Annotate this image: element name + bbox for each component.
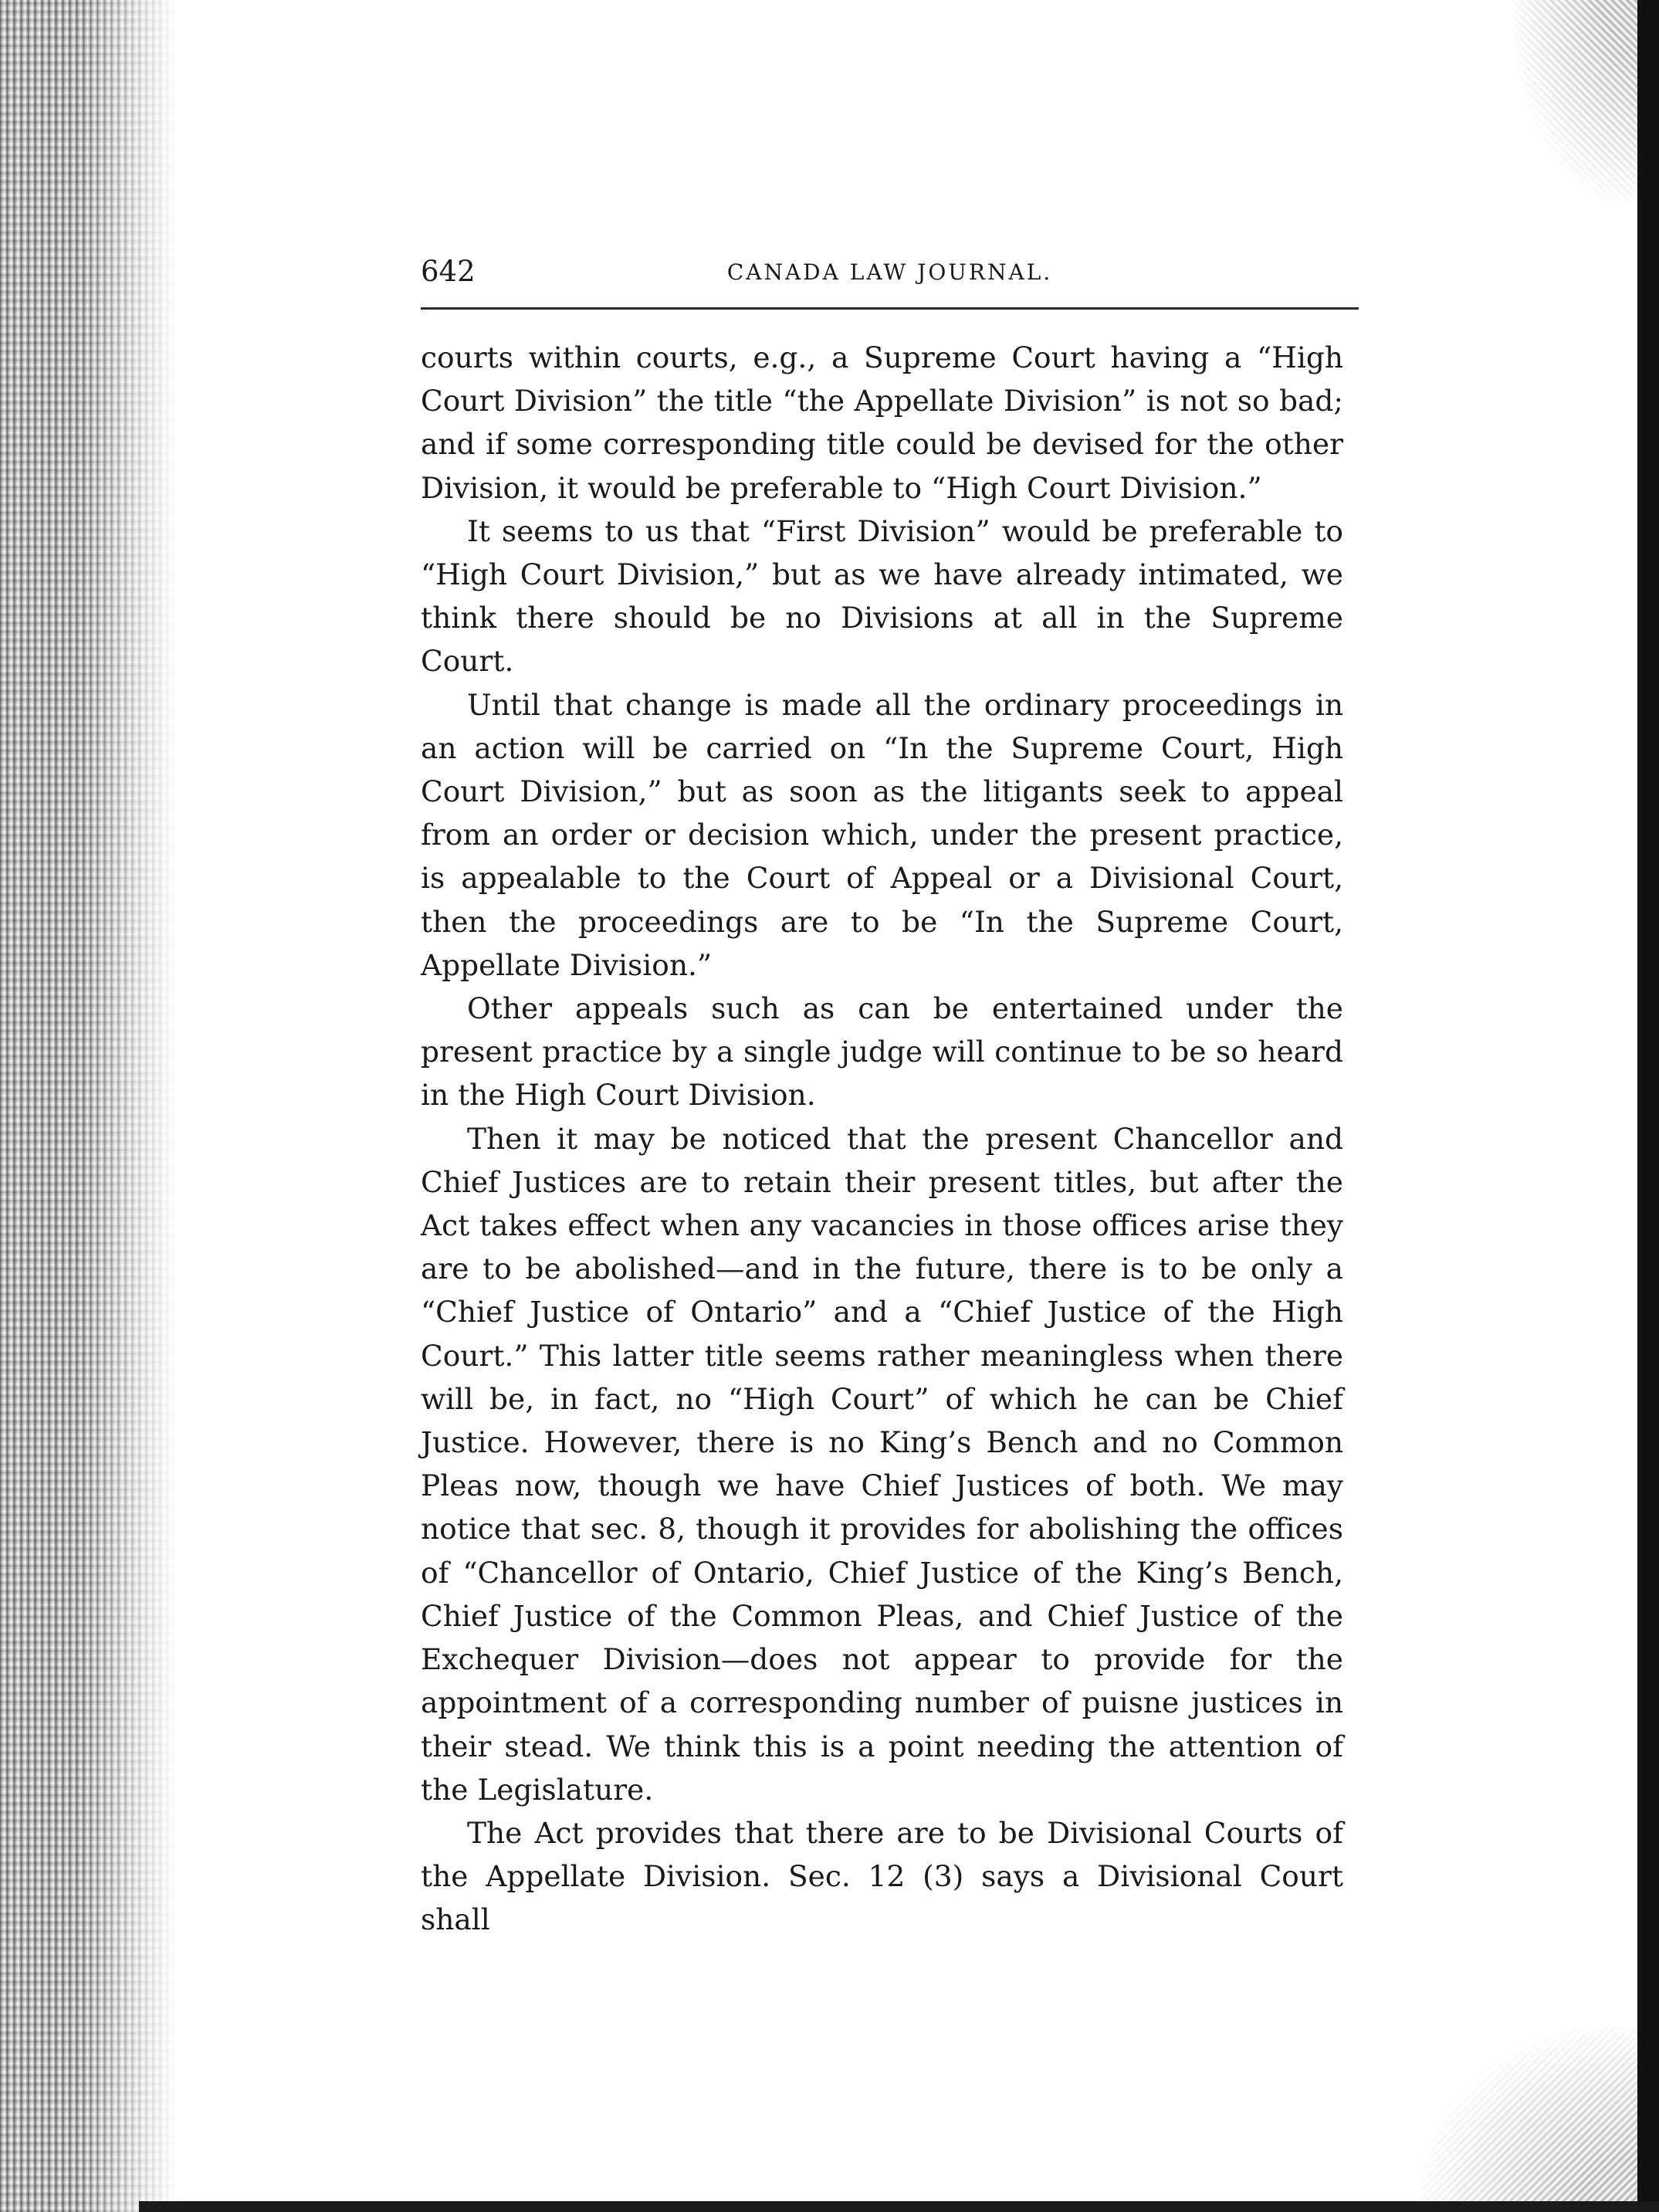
article-body: [421, 336, 1343, 1942]
scan-speckle-bottom-right: [1421, 2027, 1637, 2212]
journal-title: CANADA LAW JOURNAL.: [726, 259, 1053, 285]
paragraph-1: courts within courts, e.g., a Supreme Court having a “High Court Division” the title “the Appellate Division” is not so bad; and if some corresponding title could be devised for the other Division, it would be preferable to “High Court Division.”: [421, 340, 1343, 505]
paragraph-3: Until that change is made all the ordinary proceedings in an action will be carried on “In the Supreme Court, High Court Division,” but as soon as the litigants seek to appeal from an order or decision which, under the present practice, is appealable to the Court of Appeal or a Divisional Court, then the proceedings are to be “In the Supreme Court, Appellate Division.”: [421, 687, 1343, 982]
running-head: [421, 255, 1359, 293]
scan-edge-left: [0, 0, 178, 2212]
paragraph-6: The Act provides that there are to be Divisional Courts of the Appellate Division. Sec. 12 (3) says a Divisional Court shall: [421, 1815, 1343, 1937]
header-rule: [421, 307, 1359, 310]
paragraph-5: Then it may be noticed that the present Chancellor and Chief Justices are to retain their present titles, but after the Act takes effect when any vacancies in those offices arise they are to be abolished—and in the future, there is to be only a “Chief Justice of Ontario” and a “Chief Justice of the High Court.” This latter title seems rather meaningless when there will be, in fact, no “High Court” of which he can be Chief Justice. However, there is no King’s Bench and no Common Pleas now, though we have Chief Justices of both. We may notice that sec. 8, though it provides for abolishing the offices of “Chancellor of Ontario, Chief Justice of the King’s Bench, Chief Justice of the Common Pleas, and Chief Justice of the Exchequer Division—does not appear to provide for the appointment of a corresponding number of puisne justices in their stead. We think this is a point needing the attention of the Legislature.: [421, 1121, 1343, 1807]
paragraph-4: Other appeals such as can be entertained under the present practice by a single judge will continue to be so heard in the High Court Division.: [421, 991, 1343, 1113]
page-number: 642: [421, 255, 476, 288]
scan-speckle-top-right: [1514, 0, 1637, 201]
scan-edge-bottom: [139, 2201, 1659, 2212]
paragraph-2: It seems to us that “First Division” would be preferable to “High Court Division,” but as we have already intimated, we think there should be no Divisions at all in the Supreme Court.: [421, 513, 1343, 679]
scan-edge-right: [1637, 0, 1659, 2212]
